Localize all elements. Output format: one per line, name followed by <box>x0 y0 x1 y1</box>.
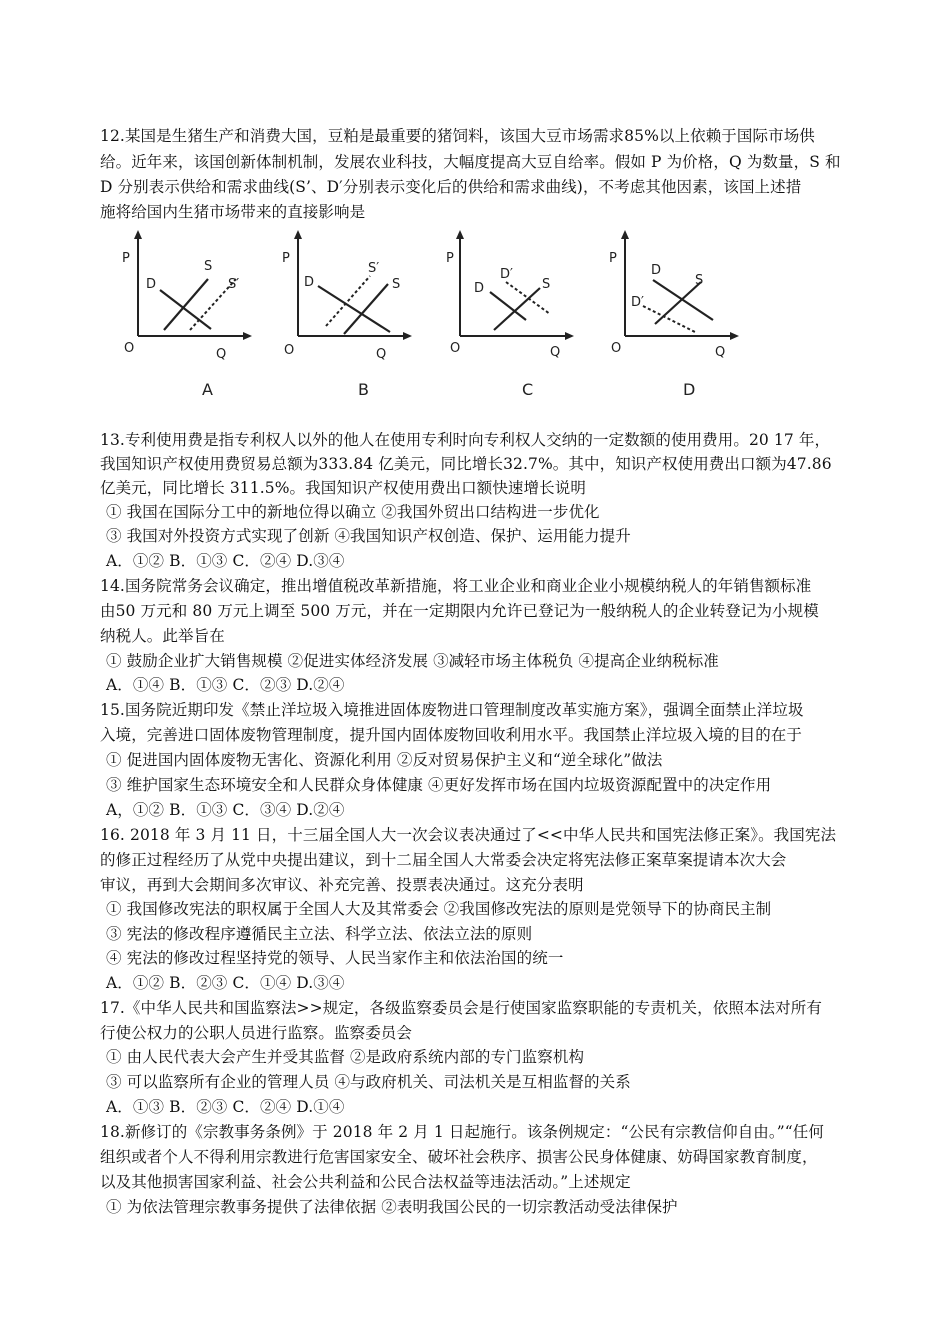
svg-text:S: S <box>695 273 704 288</box>
q17-answer-choices: A．①③ B．②③ C．②④ D.①④ <box>106 1098 345 1116</box>
graph-c-caption: C <box>522 380 534 399</box>
svg-text:Q: Q <box>216 347 227 362</box>
graph-d <box>605 226 775 401</box>
q16-line-3: 审议，再到大会期间多次审议、补充完善、投票表决通过。这充分表明 <box>100 876 584 894</box>
q16-option-row-1: ① 我国修改宪法的职权属于全国人大及其常委会 ②我国修改宪法的原则是党领导下的协商民主制 <box>106 900 772 918</box>
q12-line-3: D 分别表示供给和需求曲线(S’、D′分别表示变化后的供给和需求曲线)，不考虑其他因素，该国上述措 <box>100 178 802 196</box>
q18-line-1: 18.新修订的《宗教事务条例》于 2018 年 2 月 1 日起施行。该条例规定：“公民有宗教信仰自由。”“任何 <box>100 1123 825 1141</box>
q17-option-row-2: ③ 可以监察所有企业的管理人员 ④与政府机关、司法机关是互相监督的关系 <box>106 1073 631 1091</box>
svg-text:S′: S′ <box>228 277 240 292</box>
graph-a <box>118 226 288 401</box>
q15-option-row-2: ③ 维护国家生态环境安全和人民群众身体健康 ④更好发挥市场在国内垃圾资源配置中的决定作用 <box>106 776 772 794</box>
svg-text:D: D <box>651 263 662 278</box>
graph-b-caption: B <box>358 380 369 399</box>
q17-line-1: 17.《中华人民共和国监察法>>规定，各级监察委员会是行使国家监察职能的专责机关，依照本法对所有 <box>100 999 822 1017</box>
supply-curve-s <box>655 282 701 324</box>
demand-curve-d <box>160 290 211 329</box>
q13-option-row-1: ① 我国在国际分工中的新地位得以确立 ②我国外贸出口结构进一步优化 <box>106 503 600 521</box>
svg-text:P: P <box>282 251 290 266</box>
graph-d-caption: D <box>683 380 696 399</box>
svg-text:Q: Q <box>715 345 726 360</box>
svg-text:S: S <box>204 259 213 274</box>
svg-text:S′: S′ <box>368 261 380 276</box>
q18-line-3: 以及其他损害国家利益、社会公共利益和公民合法权益等违法活动。”上述规定 <box>100 1173 631 1191</box>
supply-curve-s-prime <box>326 276 370 326</box>
svg-text:D′: D′ <box>631 295 644 310</box>
q14-line-2: 由50 万元和 80 万元上调至 500 万元，并在一定期限内允许已登记为一般纳税人的企业转登记为小规模 <box>100 602 819 620</box>
graph-b <box>278 226 448 401</box>
q18-option-row-1: ① 为依法管理宗教事务提供了法律依据 ②表明我国公民的一切宗教活动受法律保护 <box>106 1198 678 1216</box>
q13-line-2: 我国知识产权使用费贸易总额为333.84 亿美元，同比增长32.7%。其中，知识产权使用费出口额为47.86 <box>100 455 832 473</box>
svg-text:D: D <box>474 281 485 296</box>
q13-line-3: 亿美元，同比增长 311.5%。我国知识产权使用费出口额快速增长说明 <box>100 479 586 497</box>
q12-line-4: 施将给国内生猪市场带来的直接影响是 <box>100 203 366 221</box>
svg-text:S: S <box>542 277 551 292</box>
q17-line-2: 行使公权力的公职人员进行监察。监察委员会 <box>100 1024 413 1042</box>
q14-line-1: 14.国务院常务会议确定，推出增值税改革新措施，将工业企业和商业企业小规模纳税人的年销售额标准 <box>100 577 812 595</box>
q15-answer-choices: A，①② B．①③ C．③④ D.②④ <box>106 801 345 819</box>
svg-text:O: O <box>611 341 622 356</box>
svg-text:D: D <box>146 277 157 292</box>
svg-text:Q: Q <box>550 345 561 360</box>
graph-a-caption: A <box>202 380 213 399</box>
q12-graph-options <box>100 226 860 406</box>
q16-line-2: 的修正过程经历了从党中央提出建议，到十二届全国人大常委会决定将宪法修正案草案提请本次大会 <box>100 851 787 869</box>
q16-option-row-2: ③ 宪法的修改程序遵循民主立法、科学立法、依法立法的原则 <box>106 925 533 943</box>
svg-text:Q: Q <box>376 347 387 362</box>
svg-text:O: O <box>124 341 135 356</box>
q16-answer-choices: A．①② B．②③ C．①④ D.③④ <box>106 974 345 992</box>
svg-text:D′: D′ <box>500 267 513 282</box>
q18-line-2: 组织或者个人不得利用宗教进行危害国家安全、破坏社会秩序、损害公民身体健康、妨碍国家教育制度， <box>100 1148 818 1166</box>
q13-option-row-2: ③ 我国对外投资方式实现了创新 ④我国知识产权创造、保护、运用能力提升 <box>106 527 631 545</box>
svg-text:O: O <box>284 343 295 358</box>
demand-curve-d <box>653 280 713 320</box>
svg-text:S: S <box>392 277 401 292</box>
svg-text:D: D <box>304 275 315 290</box>
q14-option-row-1: ① 鼓励企业扩大销售规模 ②促进实体经济发展 ③减轻市场主体税负 ④提高企业纳税标准 <box>106 652 719 670</box>
q12-line-2: 给。近年来，该国创新体制机制，发展农业科技，大幅度提高大豆自给率。假如 P 为价格，Q 为数量，S 和 <box>100 153 841 171</box>
q15-line-2: 入境，完善进口固体废物管理制度，提升国内固体废物回收利用水平。我国禁止洋垃圾入境的目的在于 <box>100 726 803 744</box>
svg-text:P: P <box>122 251 130 266</box>
graph-c <box>440 226 610 401</box>
q13-line-1: 13.专利使用费是指专利权人以外的他人在使用专利时向专利权人交纳的一定数额的使用费用。20 17 年， <box>100 431 831 449</box>
svg-text:P: P <box>446 251 454 266</box>
q14-answer-choices: A．①④ B．①③ C．②③ D.②④ <box>106 676 345 694</box>
svg-text:O: O <box>450 341 461 356</box>
q13-answer-choices: A．①② B．①③ C．②④ D.③④ <box>106 552 345 570</box>
q14-line-3: 纳税人。此举旨在 <box>100 627 225 645</box>
q12-line-1: 12.某国是生猪生产和消费大国，豆粕是最重要的猪饲料，该国大豆市场需求85%以上依赖于国际市场供 <box>100 127 815 145</box>
q15-line-1: 15.国务院近期印发《禁止洋垃圾入境推进固体废物进口管理制度改革实施方案》，强调全面禁止洋垃圾 <box>100 701 804 719</box>
supply-curve-s <box>494 288 540 330</box>
q17-option-row-1: ① 由人民代表大会产生并受其监督 ②是政府系统内部的专门监察机构 <box>106 1048 585 1066</box>
q16-line-1: 16. 2018 年 3 月 11 日，十三届全国人大一次会议表决通过了<<中华人民共和国宪法修正案》。我国宪法 <box>100 826 837 844</box>
q15-option-row-1: ① 促进国内固体废物无害化、资源化利用 ②反对贸易保护主义和“逆全球化”做法 <box>106 751 663 769</box>
q16-option-row-3: ④ 宪法的修改过程坚持党的领导、人民当家作主和依法治国的统一 <box>106 949 564 967</box>
svg-text:P: P <box>609 251 617 266</box>
